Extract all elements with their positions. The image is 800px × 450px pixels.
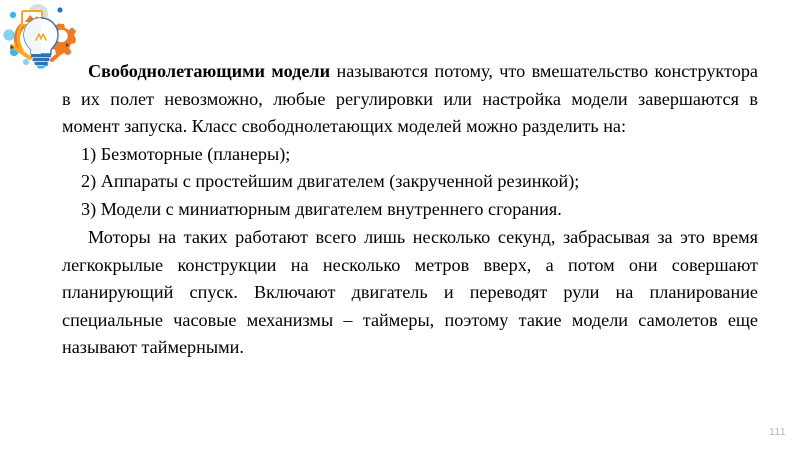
page-number: 111 xyxy=(769,426,786,438)
model-class-list xyxy=(62,141,758,224)
paragraph-definition xyxy=(62,58,758,141)
paragraph-definition-rest: называются потому, что вмешательство конструктора в их полет невозможно, любые регулировки или настройка модели завершаются в момент запуска. Класс свободнолетающих моделей можно разделить на: xyxy=(62,61,758,136)
list-item: 1) Безмоторные (планеры); xyxy=(81,143,291,164)
slide-body xyxy=(62,58,758,362)
paragraph-bold-lead: Свободнолетающими модели xyxy=(88,61,331,81)
paragraph-motors: Моторы на таких работают всего лишь несколько секунд, забрасывая за это время легкокрылые конструкции на несколько метров вверх, а потом они совершают планирующий спуск. Включают двигатель и переводят рули на планирование специальные часовые механизмы – таймеры, поэтому такие модели самолетов еще называют таймерными. xyxy=(62,227,758,357)
list-item: 3) Модели с миниатюрным двигателем внутреннего сгорания. xyxy=(81,198,562,219)
list-item: 2) Аппараты с простейшим двигателем (закрученной резинкой); xyxy=(81,171,580,191)
